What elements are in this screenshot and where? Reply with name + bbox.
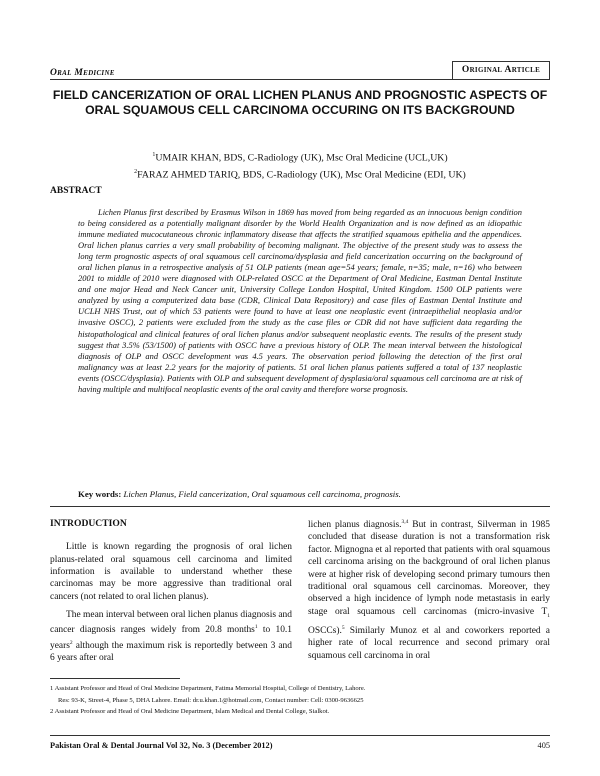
citation-mark: 2 [69,639,73,646]
author-line [50,148,550,165]
footnote-1: 1 Assistant Professor and Head of Oral Medicine Department, Fatima Memorial Hospital, College of Dentistry, Lahore. [50,685,366,692]
introduction-heading: INTRODUCTION [50,518,127,529]
author-affiliation-mark: 2 [134,169,138,176]
keywords-text: Lichen Planus, Field cancerization, Oral squamous cell carcinoma, prognosis. [121,489,401,499]
journal-citation: Pakistan Oral & Dental Journal Vol 32, No. 3 (December 2012) [50,741,273,750]
section-rule [50,506,550,507]
citation-mark: 1 [254,624,258,631]
citation-mark: 3,4 [401,519,409,525]
abstract-body: Lichen Planus first described by Erasmus Wilson in 1869 has moved from being regarded as an innocuous benign condition to being considered as a potentially malignant disorder by the World Health Organization and is now defined as an idiopathic immune mediated mucocutaneous chronic inflammatory disease that affects the stratified squamous epithelia and the appendices. Oral lichen planus carries a very small probability of becoming malignant. The objective of the present study was to assess the long term prognostic aspects of oral squamous cell carcinoma/dysplasia and field cancerization occurring on the background of oral lichen planus in a retrospective analysis of 51 OLP patients (mean age=54 years; female, n=35; male, n=16) who between 2001 to middle of 2010 were diagnosed with OLP-related OSCC at the Department of Oral Medicine, Eastman Dental Institute and one major Head and Neck Cancer unit, University College London Hospital, United Kingdom. 1500 OLP patients were analyzed by using a computerized data base (CDR, Clinical Data Repository) and case files of Eastman Dental Institute and UCLH NHS Trust, out of which 53 patients were found to have at least one neoplastic event (intraepithelial neoplasia and/or invasive OSCC), 2 patients were excluded from the study as the case files or CDR did not have sufficient data regarding the histopathological and clinical features of oral lichen planus and/or subsequent neoplastic events. The results of the present study suggest that 3.5% (53/1500) of patients with OSCC have a previous history of OLP. The mean interval between the histological diagnosis of OLP and OSCC development was 4.5 years. The observation period following the detection of the first oral malignancy was at least 2.2 years for the majority of patients. 51 oral lichen planus patients suffered a total of 137 neoplastic events (OSCC/dysplasia). Patients with OLP and subsequent development of dysplasia/oral squamous cell carcinoma are at risk of having multiple and multifocal neoplastic events of the oral cavity and therefore worse prognosis. [78,207,522,394]
author-list [50,148,550,183]
author-name: FARAZ AHMED TARIQ, BDS, C-Radiology (UK), Msc Oral Medicine (EDI, UK) [137,169,466,181]
right-column [308,516,550,668]
subscript: 1 [547,612,550,619]
text-run: to 10.1 years [50,625,293,652]
section-label: Oral Medicine [50,68,115,78]
abstract-heading: ABSTRACT [50,186,102,196]
intro-paragraph-1: Little is known regarding the prognosis of oral lichen planus-related oral squamous cell carcinoma and limited information is available to understand whether these carcinomas may be more aggressive than traditional oral cancers (not related to oral lichen planus). [50,542,292,602]
author-line [50,165,550,182]
footnote-rule [50,678,180,679]
footnotes [50,683,550,718]
text-run: OSCCs). [308,625,342,636]
text-run: But in contrast, Silverman in 1985 concluded that disease duration is not a transformation risk factor. Mignogna et al reported that patients with oral squamous cell carcinoma arising on the background of oral lichen planus were at higher risk of developing second primary tumours then traditional oral squamous cell carcinomas. Moreover, they observed a high incidence of lymph node metastasis in early stage oral squamous cell carcinomas (micro-invasive T [308,520,550,617]
intro-paragraph-2 [50,609,292,665]
left-column [50,518,292,671]
text-run: Similarly Munoz et al and coworkers reported a higher rate of local recurrence and second primary oral squamous cell carcinoma in oral [308,625,550,661]
author-affiliation-mark: 1 [152,152,156,158]
text-run: although the maximum risk is reportedly between 3 and 6 years after oral [50,641,292,664]
article-type-box: Original Article [452,61,550,80]
article-title: FIELD CANCERIZATION OF ORAL LICHEN PLANUS AND PROGNOSTIC ASPECTS OF ORAL SQUAMOUS CELL CARCINOMA OCCURING ON ITS BACKGROUND [52,88,548,117]
footer-rule [50,735,550,736]
text-run: lichen planus diagnosis. [308,520,402,531]
keywords [78,489,522,499]
keywords-label: Key words: [78,489,122,499]
footnote-1-contact: Res: 93-K, Street-4, Phase 5, DHA Lahore. Email: dr.u.khan.1@hotmail.com, Contact number: Cell: 0300-9636625 [58,696,364,704]
citation-mark: 5 [341,624,345,631]
header-rule [50,79,550,80]
footnote-2: 2 Assistant Professor and Head of Oral Medicine Department, Islam Medical and Dental College, Sialkot. [50,708,330,716]
text-run: The mean interval between oral lichen planus diagnosis and cancer diagnosis ranges widely from 20.8 months [50,610,292,636]
author-name: UMAIR KHAN, BDS, C-Radiology (UK), Msc Oral Medicine (UCL,UK) [155,152,448,164]
intro-paragraph-3 [308,516,550,662]
page-number: 405 [537,741,550,750]
